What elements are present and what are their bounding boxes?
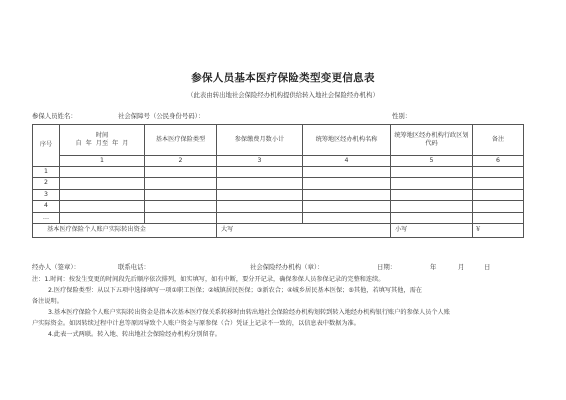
fund-row — [33, 223, 524, 237]
header-time-range: 自 年 月至 年 月 — [75, 140, 129, 147]
col-number: 3 — [217, 156, 303, 167]
cell-time[interactable] — [60, 189, 145, 200]
cell-remark[interactable] — [473, 189, 524, 200]
gender-label: 性别： — [392, 112, 412, 120]
agency-seal-label: 社会保险经办机构（章）： — [250, 263, 324, 271]
row-number: 1 — [33, 167, 60, 178]
cell-remark[interactable] — [473, 167, 524, 178]
note-1: 注：1.时间：按发生变更的时间段先后顺序依次排列，如实填写，如有中断，要分开记录，确保参保人员参保记录的完整和连续。 — [32, 276, 385, 283]
cell-months[interactable] — [217, 201, 303, 212]
header-seq: 序号 — [33, 125, 60, 167]
col-number: 4 — [303, 156, 391, 167]
cell-months[interactable] — [217, 178, 303, 189]
note-2: 2.医疗保险类型：从以下五项中选择填写一项①职工医保；②城镇居民医保；③新农合；④城乡居民基本医保；⑤其他，若填写其他，需在 — [48, 287, 422, 294]
cell-remark[interactable] — [473, 201, 524, 212]
contact-phone-label: 联系电话： — [118, 263, 150, 271]
cell-agency-name[interactable] — [303, 167, 391, 178]
col-number: 1 — [60, 156, 145, 167]
ssn-label: 社会保障号（公民身份号码）： — [118, 112, 205, 120]
insured-name-label: 参保人员姓名： — [32, 112, 77, 120]
cell-type[interactable] — [145, 201, 217, 212]
note-3-cont: 户实际资金。如因转续过程中计息等原因导致个人账户资金与原参保（合）凭证上记录不一致的，以信息表中数据为准。 — [32, 320, 360, 327]
cell-time[interactable] — [60, 167, 145, 178]
row-number: 2 — [33, 178, 60, 189]
table-header-row — [33, 125, 524, 156]
cell-type[interactable] — [145, 212, 217, 223]
cell-remark[interactable] — [473, 212, 524, 223]
cell-time[interactable] — [60, 201, 145, 212]
cell-type[interactable] — [145, 189, 217, 200]
header-insurance-type: 基本医疗保险类型 — [145, 125, 217, 156]
cell-agency-name[interactable] — [303, 201, 391, 212]
cell-agency-name[interactable] — [303, 212, 391, 223]
cell-agency-name[interactable] — [303, 178, 391, 189]
note-4: 4.此表一式两联。转入地、转出地社会保险经办机构分别留存。 — [48, 331, 221, 338]
table-row — [33, 212, 524, 223]
cell-agency-code[interactable] — [391, 201, 473, 212]
form-subtitle: （此表由转出地社会保险经办机构提供给转入地社会保险经办机构） — [187, 91, 379, 99]
row-number: 3 — [33, 189, 60, 200]
header-time — [60, 125, 145, 156]
cell-months[interactable] — [217, 212, 303, 223]
header-agency-code: 统筹地区经办机构行政区划代码 — [391, 125, 473, 156]
cell-remark[interactable] — [473, 178, 524, 189]
header-agency-name: 统筹地区经办机构名称 — [303, 125, 391, 156]
fund-yen-symbol: ￥ — [473, 223, 524, 237]
cell-months[interactable] — [217, 189, 303, 200]
cell-type[interactable] — [145, 178, 217, 189]
header-time-label: 时间 — [95, 131, 109, 139]
note-2-cont: 备注说明。 — [32, 298, 63, 305]
table-row — [33, 178, 524, 189]
fund-label: 基本医疗保险个人账户实际转出资金 — [33, 223, 217, 237]
date-day: 日 — [484, 263, 491, 271]
fund-xiaoxie-label: 小写 — [391, 223, 473, 237]
notes-section — [32, 274, 532, 340]
date-month: 月 — [458, 263, 465, 271]
cell-time[interactable] — [60, 178, 145, 189]
fund-daxie-label: 大写 — [217, 223, 391, 237]
col-number: 2 — [145, 156, 217, 167]
form-title: 参保人员基本医疗保险类型变更信息表 — [191, 72, 375, 84]
cell-type[interactable] — [145, 167, 217, 178]
insurance-change-table — [32, 124, 524, 238]
cell-agency-code[interactable] — [391, 189, 473, 200]
date-year: 年 — [430, 263, 437, 271]
column-number-row — [33, 156, 524, 167]
cell-time[interactable] — [60, 212, 145, 223]
note-3: 3.基本医疗保险个人账户实际转出资金是指本次基本医疗保关系转移时由转出地社会保险经办机构划转到转入地经办机构银行账户的参保人员个人账 — [48, 309, 450, 316]
cell-months[interactable] — [217, 167, 303, 178]
table-row — [33, 201, 524, 212]
table-row — [33, 189, 524, 200]
handler-signature-label: 经办人（签章）： — [32, 263, 80, 271]
date-label: 日期： — [377, 263, 397, 271]
cell-agency-code[interactable] — [391, 167, 473, 178]
table-row — [33, 167, 524, 178]
col-number: 5 — [391, 156, 473, 167]
header-months: 参保缴费月数小计 — [217, 125, 303, 156]
header-remark: 备注 — [473, 125, 524, 156]
col-number: 6 — [473, 156, 524, 167]
row-number: 4 — [33, 201, 60, 212]
cell-agency-code[interactable] — [391, 178, 473, 189]
cell-agency-code[interactable] — [391, 212, 473, 223]
row-number: … — [33, 212, 60, 223]
cell-agency-name[interactable] — [303, 189, 391, 200]
